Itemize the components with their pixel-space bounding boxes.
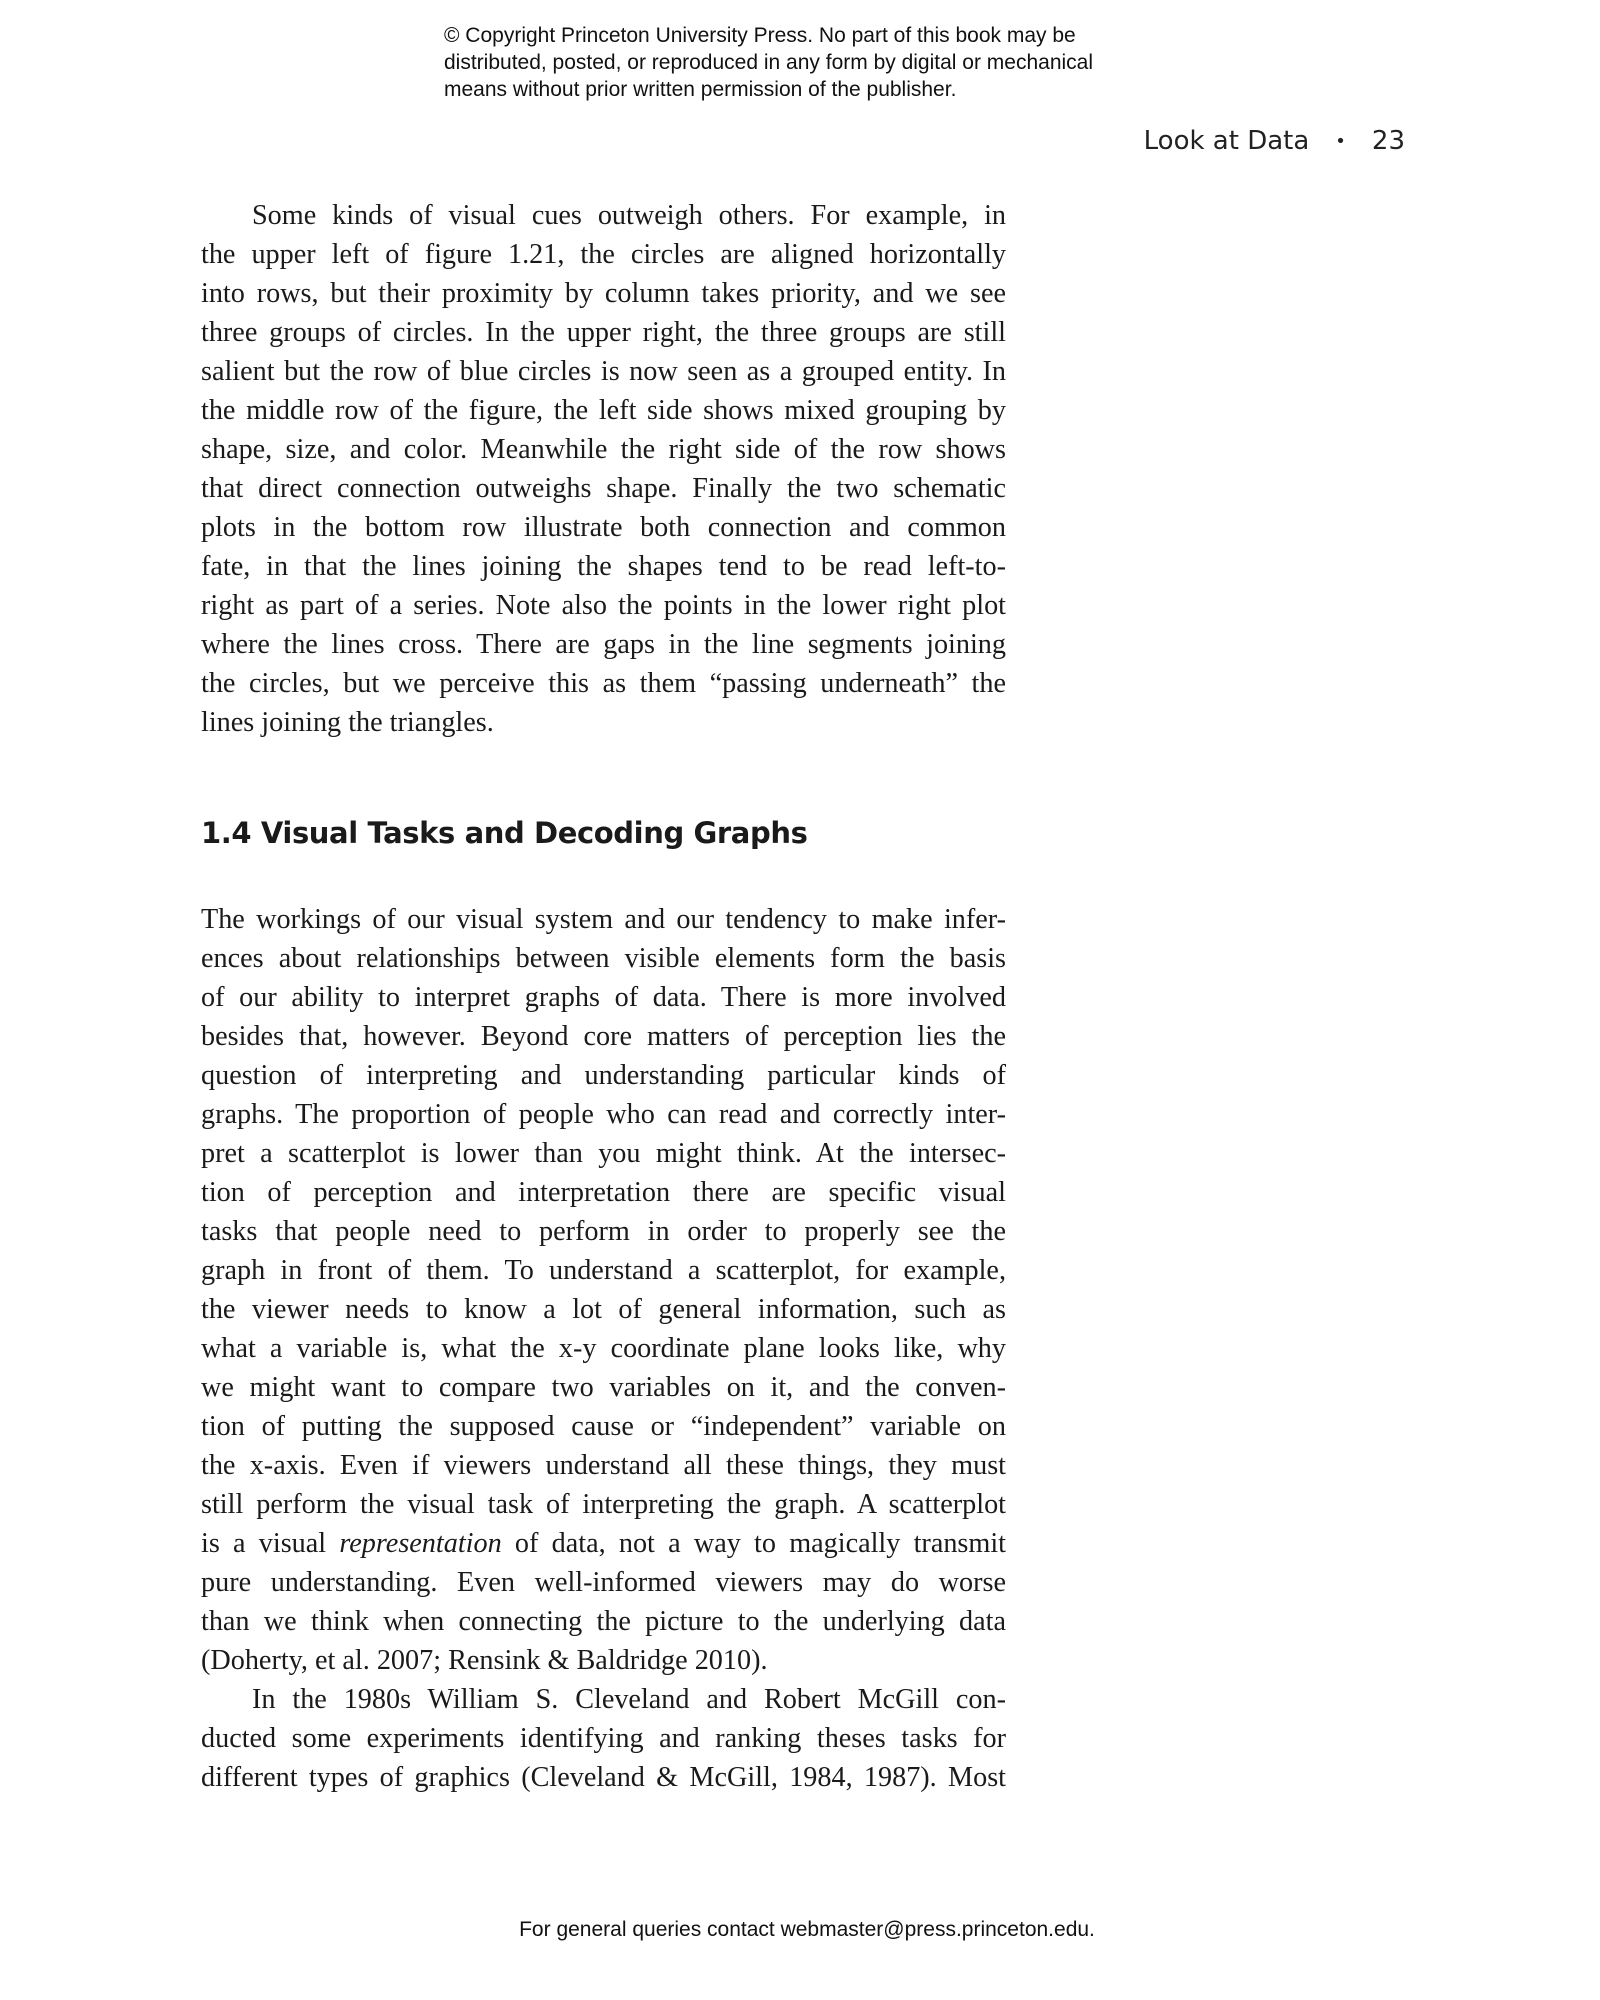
text-line: pure understanding. Even well-informed viewers may do worse xyxy=(201,1567,1006,1598)
text-line: lines joining the triangles. xyxy=(201,707,494,738)
text-line: plots in the bottom row illustrate both connection and common xyxy=(201,512,1006,543)
copyright-line: © Copyright Princeton University Press. No part of this book may be xyxy=(444,24,1076,47)
text-line: salient but the row of blue circles is now seen as a grouped entity. In xyxy=(201,356,1006,387)
text-line: than we think when connecting the picture to the underlying data xyxy=(201,1606,1006,1637)
text-line: we might want to compare two variables on it, and the conven- xyxy=(201,1372,1006,1403)
italic-term: representation xyxy=(339,1528,502,1559)
text-run: of data, not a way to magically transmit xyxy=(501,1528,1006,1559)
text-line-with-italic xyxy=(201,1524,1006,1563)
text-run: is a visual xyxy=(201,1528,340,1559)
paragraph-1 xyxy=(201,196,1006,742)
text-line: graph in front of them. To understand a scatterplot, for example, xyxy=(201,1255,1006,1286)
text-line: pret a scatterplot is lower than you might think. At the intersec- xyxy=(201,1138,1006,1169)
copyright-line: means without prior written permission of the publisher. xyxy=(444,78,957,101)
paragraph-2 xyxy=(201,900,1006,1797)
text-line: what a variable is, what the x-y coordinate plane looks like, why xyxy=(201,1333,1006,1364)
running-head-title: Look at Data xyxy=(1143,126,1310,156)
section-heading: 1.4 Visual Tasks and Decoding Graphs xyxy=(201,816,808,850)
text-line: tasks that people need to perform in order to properly see the xyxy=(201,1216,1006,1247)
text-line: ences about relationships between visible elements form the basis xyxy=(201,943,1006,974)
text-line: the circles, but we perceive this as them “passing underneath” the xyxy=(201,668,1006,699)
footer-text: For general queries contact webmaster@press.princeton.edu. xyxy=(519,1918,1095,1941)
text-line: that direct connection outweighs shape. Finally the two schematic xyxy=(201,473,1006,504)
text-line: still perform the visual task of interpreting the graph. A scatterplot xyxy=(201,1489,1006,1520)
text-line: different types of graphics (Cleveland & McGill, 1984, 1987). Most xyxy=(201,1762,1006,1793)
text-line: where the lines cross. There are gaps in the line segments joining xyxy=(201,629,1006,660)
page-number: 23 xyxy=(1371,126,1405,156)
text-line: fate, in that the lines joining the shapes tend to be read left-to- xyxy=(201,551,1006,582)
text-line: the middle row of the figure, the left side shows mixed grouping by xyxy=(201,395,1006,426)
text-line: tion of putting the supposed cause or “independent” variable on xyxy=(201,1411,1006,1442)
copyright-notice xyxy=(444,22,1164,103)
text-line: In the 1980s William S. Cleveland and Robert McGill con- xyxy=(252,1684,1006,1715)
footer-contact xyxy=(0,1918,1600,1942)
running-head xyxy=(1144,126,1405,156)
bullet-separator: • xyxy=(1335,131,1346,152)
text-line: the viewer needs to know a lot of general information, such as xyxy=(201,1294,1006,1325)
text-line: Some kinds of visual cues outweigh others. For example, in xyxy=(252,200,1006,231)
text-line: The workings of our visual system and our tendency to make infer- xyxy=(201,904,1006,935)
text-line: right as part of a series. Note also the points in the lower right plot xyxy=(201,590,1006,621)
text-line: ducted some experiments identifying and ranking theses tasks for xyxy=(201,1723,1006,1754)
text-line: besides that, however. Beyond core matters of perception lies the xyxy=(201,1021,1006,1052)
copyright-line: distributed, posted, or reproduced in any form by digital or mechanical xyxy=(444,51,1094,74)
text-line: three groups of circles. In the upper right, the three groups are still xyxy=(201,317,1006,348)
text-line: (Doherty, et al. 2007; Rensink & Baldridge 2010). xyxy=(201,1645,768,1676)
text-line: question of interpreting and understanding particular kinds of xyxy=(201,1060,1006,1091)
text-line: into rows, but their proximity by column takes priority, and we see xyxy=(201,278,1006,309)
text-line: the upper left of figure 1.21, the circles are aligned horizontally xyxy=(201,239,1006,270)
text-line: tion of perception and interpretation there are specific visual xyxy=(201,1177,1006,1208)
text-line: graphs. The proportion of people who can read and correctly inter- xyxy=(201,1099,1006,1130)
text-line: shape, size, and color. Meanwhile the right side of the row shows xyxy=(201,434,1006,465)
text-line: of our ability to interpret graphs of data. There is more involved xyxy=(201,982,1006,1013)
text-line: the x-axis. Even if viewers understand all these things, they must xyxy=(201,1450,1006,1481)
